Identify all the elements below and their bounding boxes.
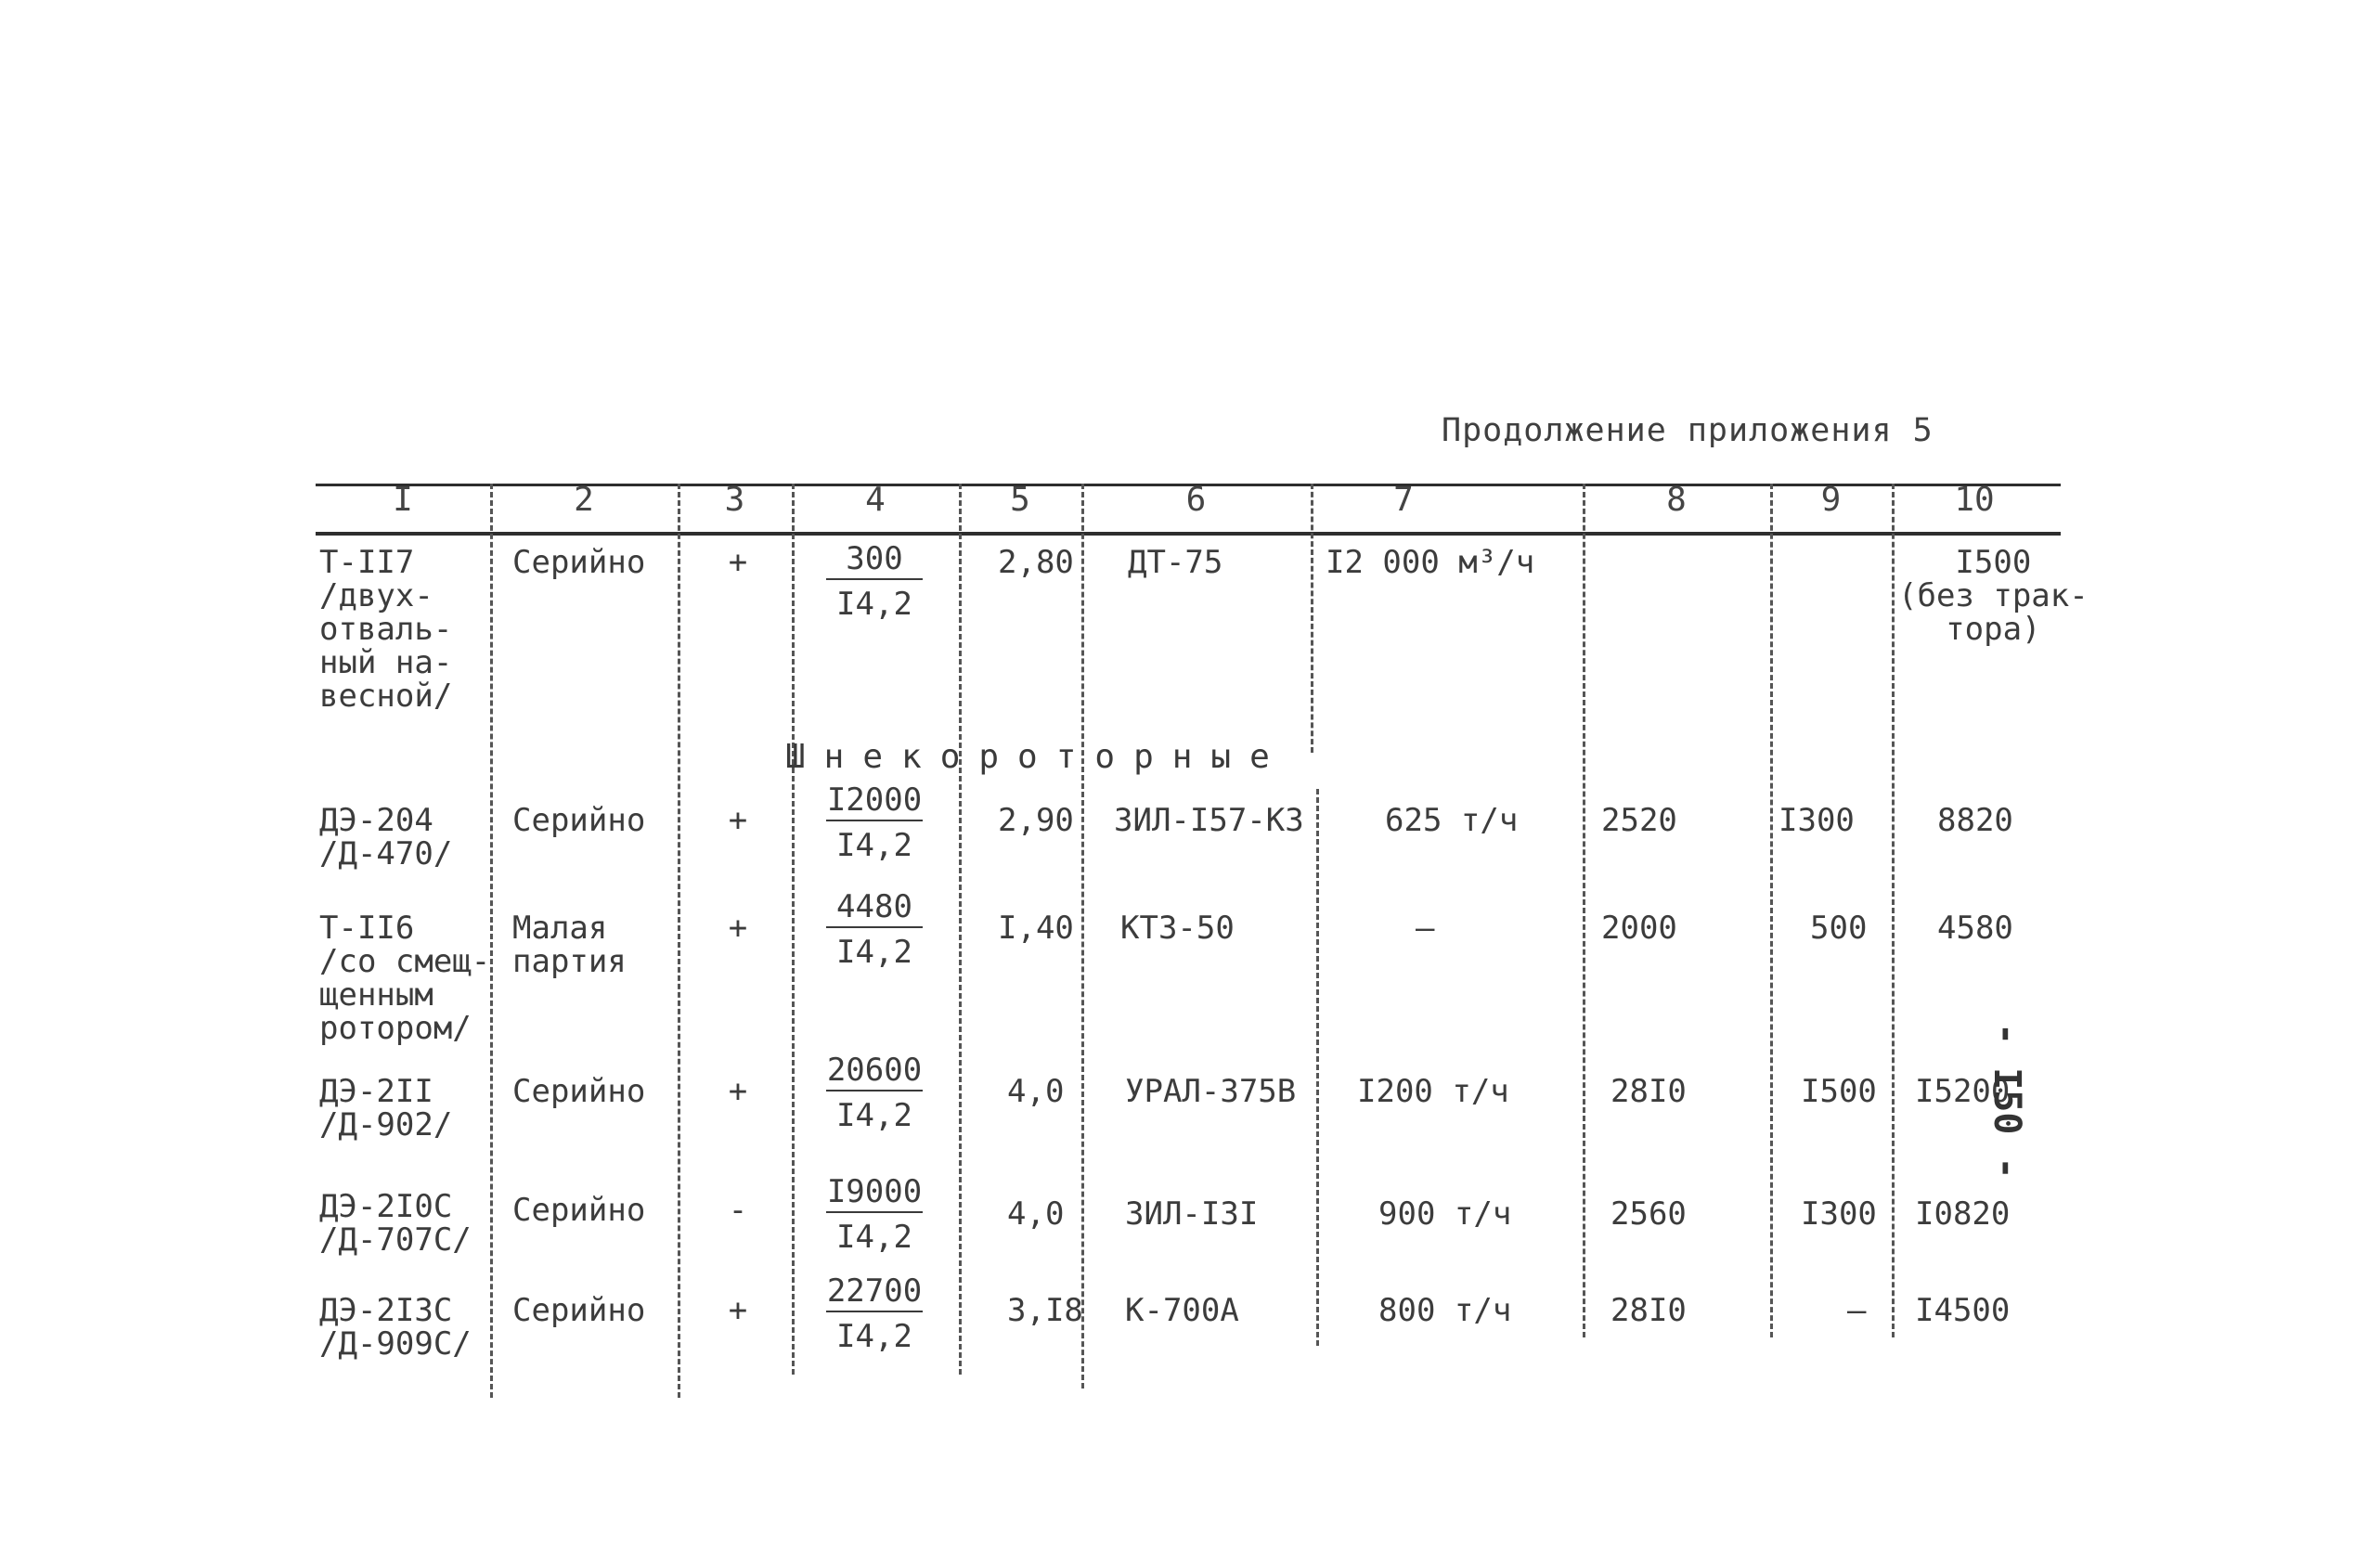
cost-8: 28I0: [1610, 1073, 1687, 1110]
cost-8: 2560: [1610, 1195, 1687, 1233]
column-separator: [1081, 484, 1084, 1389]
cost-9: I500: [1801, 1073, 1877, 1110]
production-status: Серийно: [512, 1073, 646, 1110]
column-separator: [1892, 484, 1895, 1337]
column-number: 2: [574, 481, 594, 519]
fraction-denominator: I4,2: [836, 586, 912, 623]
cost-9: –: [1847, 1292, 1867, 1329]
mass-fraction: [809, 782, 939, 866]
model-name: Т-II7 /двух- отваль- ный на- весной/: [319, 544, 453, 715]
column-number: 7: [1393, 481, 1414, 519]
production-status: Серийно: [512, 544, 646, 581]
column-separator: [490, 484, 493, 1398]
production-status: Серийно: [512, 1292, 646, 1329]
productivity: 625 т/ч: [1385, 802, 1519, 839]
column-separator: [792, 484, 795, 1375]
availability-mark: +: [728, 802, 748, 839]
productivity: I200 т/ч: [1357, 1073, 1509, 1110]
mass-fraction: [809, 1273, 939, 1357]
cost-9: 500: [1810, 910, 1868, 947]
cost-8: 28I0: [1610, 1292, 1687, 1329]
cost-8: 2000: [1601, 910, 1677, 947]
width-value: 3,I8: [1007, 1292, 1083, 1329]
column-number: 10: [1954, 481, 1995, 519]
base-vehicle: К-700А: [1125, 1292, 1239, 1329]
width-value: 2,90: [998, 802, 1074, 839]
availability-mark: +: [728, 910, 748, 947]
production-status: Малая партия: [512, 910, 627, 980]
productivity: –: [1416, 910, 1435, 947]
price-total: I4500: [1915, 1292, 2011, 1329]
page-number: - I50 -: [1985, 1023, 2028, 1180]
base-vehicle: ДТ-75: [1128, 544, 1223, 581]
column-number: 5: [1010, 481, 1030, 519]
header-bottom-rule: [316, 532, 2061, 536]
price-total: 4580: [1937, 910, 2013, 947]
fraction-numerator: 22700: [826, 1273, 923, 1312]
column-number: 6: [1185, 481, 1207, 519]
mass-fraction: [809, 1053, 939, 1136]
fraction-denominator: I4,2: [836, 1318, 912, 1355]
price-total: I500 (без трак- тора): [1898, 544, 2089, 648]
fraction-denominator: I4,2: [836, 827, 912, 864]
appendix-heading: Продолжение приложения 5: [1442, 412, 1934, 449]
production-status: Серийно: [512, 1192, 646, 1229]
base-vehicle: ЗИЛ-I57-КЗ: [1114, 802, 1304, 839]
model-name: ДЭ-2I0С /Д-707С/: [319, 1188, 472, 1259]
mass-fraction: [809, 1174, 939, 1258]
price-total: I0820: [1915, 1195, 2011, 1233]
fraction-numerator: I2000: [826, 782, 923, 821]
section-title: Шнекороторные: [785, 738, 1288, 776]
mass-fraction: [809, 889, 939, 973]
column-separator: [1583, 484, 1585, 1337]
width-value: I,40: [998, 910, 1074, 947]
cost-9: I300: [1779, 802, 1855, 839]
fraction-numerator: 4480: [826, 889, 923, 928]
column-separator: [1311, 484, 1313, 753]
column-separator: [1316, 789, 1319, 1346]
column-separator: [678, 484, 680, 1398]
price-total: 8820: [1937, 802, 2013, 839]
model-name: ДЭ-204 /Д-470/: [319, 802, 453, 872]
width-value: 4,0: [1007, 1073, 1065, 1110]
fraction-denominator: I4,2: [836, 934, 912, 971]
production-status: Серийно: [512, 802, 646, 839]
fraction-denominator: I4,2: [836, 1219, 912, 1256]
column-number: 3: [724, 481, 745, 519]
productivity: 800 т/ч: [1378, 1292, 1512, 1329]
fraction-denominator: I4,2: [836, 1097, 912, 1134]
mass-fraction: [809, 541, 939, 625]
availability-mark: +: [728, 1073, 748, 1110]
width-value: 2,80: [998, 544, 1074, 581]
productivity: I2 000 м³/ч: [1326, 544, 1535, 581]
fraction-numerator: I9000: [826, 1174, 923, 1213]
cost-9: I300: [1801, 1195, 1877, 1233]
price-total: I5200: [1915, 1073, 2011, 1110]
base-vehicle: КТЗ-50: [1120, 910, 1235, 947]
base-vehicle: УРАЛ-375В: [1125, 1073, 1297, 1110]
base-vehicle: ЗИЛ-I3I: [1125, 1195, 1259, 1233]
availability-mark: -: [728, 1192, 748, 1229]
model-name: ДЭ-2I3С /Д-909С/: [319, 1292, 472, 1363]
availability-mark: +: [728, 544, 748, 581]
column-number: 9: [1820, 481, 1842, 519]
column-separator: [959, 484, 962, 1375]
model-name: ДЭ-2II /Д-902/: [319, 1073, 453, 1143]
fraction-numerator: 20600: [826, 1053, 923, 1091]
column-separator: [1770, 484, 1773, 1337]
width-value: 4,0: [1007, 1195, 1065, 1233]
cost-8: 2520: [1601, 802, 1677, 839]
column-number: I: [393, 481, 413, 519]
productivity: 900 т/ч: [1378, 1195, 1512, 1233]
column-number: 8: [1666, 481, 1687, 519]
availability-mark: +: [728, 1292, 748, 1329]
column-number: 4: [865, 481, 886, 519]
fraction-numerator: 300: [826, 541, 923, 580]
model-name: Т-II6 /со смещ- щенным ротором/: [319, 910, 491, 1047]
